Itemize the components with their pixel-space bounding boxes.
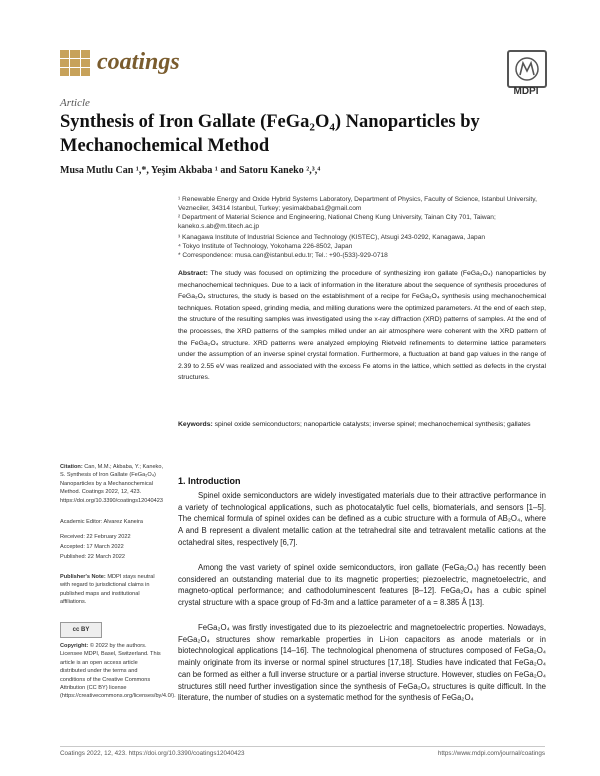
article-title xyxy=(60,110,530,158)
publisher-note xyxy=(60,573,164,607)
affiliation-4: ⁴ Tokyo Institute of Technology, Yokohama 226-8502, Japan xyxy=(178,243,353,250)
copyright-block xyxy=(60,642,176,701)
cc-by-license-icon[interactable]: cc BY xyxy=(60,622,102,638)
footer-journal-link[interactable]: https://www.mdpi.com/journal/coatings xyxy=(437,750,545,757)
intro-paragraph-2: Among the vast variety of spinel oxide semiconductors, iron gallate (FeGa₂O₄) has recently been considered an outstanding material due to its magnetic properties; piezoelectric, magnetoelectric, and magneto-optical performance; and cathodoluminescent features [8–12]. FeGa₂O₄ has a cubic spinel crystal structure with a space group of Fd-3m and a lattice parameter of a = 8.385 Å [13]. xyxy=(178,563,546,608)
keywords xyxy=(178,419,546,431)
abstract-text: The study was focused on optimizing the procedure of synthesizing iron gallate (FeGa₂O₄) nanoparticles by mechanochemical techniques. Due to a lack of information in the literature about the sequence of synthesis procedures of FeGa₂O₄ structures, the study is based on the establishment of a recipe for FeGa₂O₄ synthesis using mechanochemical techniques. Rotation speed, grinding media, and milling durations were the optimized parameters. At the end of each step, the structure of the resulting samples was investigated using the x-ray diffraction (XRD) patterns of samples. At the end of the processes, the XRD patterns of the samples milled under an air atmosphere were coherent with the XRD pattern of the FeGa₂O₄ structure. XRD patterns were analyzed employing Rietveld refinements to determine lattice parameters under the assumption of an inverse spinel crystal formation. Furthermore, a fluctuation at band gap values in the range of 2.39 to 2.55 eV was realized and associated with the excess Fe atoms in the lattice, which settled as defects in the crystal structures. xyxy=(178,270,547,382)
citation-block xyxy=(60,463,164,505)
mdpi-logo-icon xyxy=(507,50,547,88)
affiliation-3: ³ Kanagawa Institute of Industrial Science and Technology (KISTEC), Atsugi 243-0292, Kanagawa, Japan xyxy=(178,234,486,241)
correspondence: * Correspondence: musa.can@istanbul.edu.tr; Tel.: +90-(533)-929-0718 xyxy=(178,252,388,259)
page-footer xyxy=(60,750,545,757)
received-date: Received: 22 February 2022 xyxy=(60,534,131,540)
publisher-name: MDPI xyxy=(513,86,539,97)
copyright-label: Copyright: xyxy=(60,643,89,649)
section-heading-introduction: 1. Introduction xyxy=(178,476,241,486)
publisher-note-label: Publisher's Note: xyxy=(60,574,106,580)
academic-editor: Academic Editor: Alvarez Kaneira xyxy=(60,519,144,525)
author-list: Musa Mutlu Can ¹,*, Yeşim Akbaba ¹ and Satoru Kaneko ²,³,⁴ xyxy=(60,165,321,176)
copyright-text: © 2022 by the authors. Licensee MDPI, Basel, Switzerland. This article is an open access article distributed under the terms and conditions of the Creative Commons Attribution (CC BY) license (https://creativecommons.org/licenses/by/4.0/). xyxy=(60,643,176,700)
title-line-1: Synthesis of Iron Gallate (FeGa₂O₄) Nanoparticles by xyxy=(60,112,480,132)
keywords-text: spinel oxide semiconductors; nanoparticle catalysts; inverse spinel; mechanochemical synthesis; gallates xyxy=(214,421,531,428)
affiliation-2: ² Department of Material Science and Engineering, National Cheng Kung University, Tainan City 701, Taiwan; kaneko.s.ab@m.titech.ac.jp xyxy=(178,214,496,230)
accepted-date: Accepted: 17 March 2022 xyxy=(60,544,124,550)
publisher-note-text: MDPI stays neutral with regard to jurisdictional claims in published maps and institutional affiliations. xyxy=(60,574,155,606)
footer-divider xyxy=(60,746,545,747)
abstract xyxy=(178,268,546,384)
keywords-label: Keywords: xyxy=(178,421,213,428)
footer-citation[interactable]: Coatings 2022, 12, 423. https://doi.org/10.3390/coatings12040423 xyxy=(60,750,245,757)
intro-paragraph-1: Spinel oxide semiconductors are widely investigated materials due to their attractive performance in a variety of technological applications, such as photocatalytic fuel cells, biomaterials, and sensors [1–5]. The chemical formula of spinel oxides can be defined as a cubic structure with a formula of AB₂O₄, where A and B represent a divalent metallic cation at the tetrahedral site and tetravalent metallic cations at the octahedral sites, respectively [6,7]. xyxy=(178,491,546,547)
intro-paragraph-3: FeGa₂O₄ was firstly investigated due to its piezoelectric and magnetoelectric properties. Nowadays, FeGa₂O₄ structures show remarkable properties in Li-ion capacitors as anode materials or in biotechnological applications [14–16]. The technological phenomena of structures composed of FeGa₂O₄ mainly originate from its inverse or normal spinel structures [17,18]. Studies have indicated that FeGa₂O₄ can be formed as either a full inverse structure or a partial inverse structure. However, studies on FeGa₂O₄ structures still need further investigation since the synthesis of FeGa₂O₄ structures is quite difficult. In the literature, the number of studies on a systematic method for the synthesis of FeGa₂O₄ xyxy=(178,623,546,703)
article-type: Article xyxy=(60,97,90,109)
abstract-label: Abstract: xyxy=(178,270,208,277)
published-date: Published: 22 March 2022 xyxy=(60,554,125,560)
affiliation-1: ¹ Renewable Energy and Oxide Hybrid Systems Laboratory, Department of Physics, Faculty of Science, Istanbul University, Vezneciler, 34314 Istanbul, Turkey; yesimakbaba1@gmail.com xyxy=(178,196,537,212)
coatings-logo-icon xyxy=(60,50,90,76)
title-line-2: Mechanochemical Method xyxy=(60,136,270,156)
citation-text[interactable]: Can, M.M.; Akbaba, Y.; Kaneko, S. Synthesis of Iron Gallate (FeGa₂O₄) Nanoparticles by a Mechanochemical Method. Coatings 2022, 12, 423. https://doi.org/10.3390/coatings12040423 xyxy=(60,464,164,504)
citation-label: Citation: xyxy=(60,464,83,470)
journal-name: coatings xyxy=(97,49,180,75)
